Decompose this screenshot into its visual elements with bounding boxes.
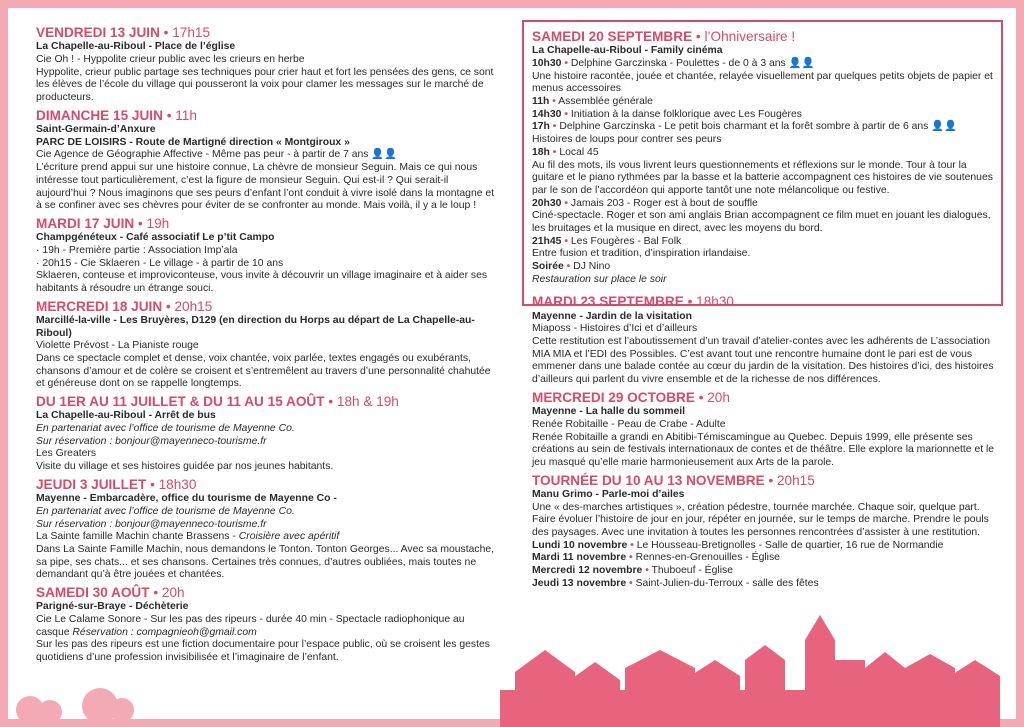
houses (500, 615, 1000, 727)
event-desc: Une histoire racontée, jouée et chantée, relayée visuellement par quelques petits objets de papier et menus accessoires (532, 70, 993, 95)
people-icon: 👤👤 (931, 121, 958, 133)
event-desc: Dans La Sainte Famille Machin, nous demandons le Tonton. Tonton Georges... Avec sa moustache, sa pipe, ses chats... et ses chansons. Certaines très connues, d’autres oubliées, mais toutes ne demandant qu’à être jouées et chantées. (36, 543, 495, 581)
people-icon: 👤👤 (788, 58, 815, 69)
event-title: Cie Le Calame Sonore - Sur les pas des ripeurs - durée 40 min - Spectacle radiophonique au casque Réservation : compagnieoh@gmail.com (36, 613, 465, 638)
event-desc: Renée Robitaille a grandi en Abitibi-Témiscamingue au Quebec. Depuis 1999, elle présente ses créations au sein de festivals internationaux de contes et de théâtre. Elle explore la marionnette et le jeu masqué qu’elle marie harmonieusement aux Arts de la parole. (532, 431, 995, 468)
event-desc: Hyppolite, crieur public partage ses techniques pour crier haut et fort les pensées des gens, ce sont les élèves de l’école du village qui pousseront la voix pour clamer les messages sur le marché de producteurs. (36, 66, 494, 104)
event-desc: Histoires de loups pour contrer ses peurs (532, 134, 722, 146)
event-desc: Une « des-marches artistiques », création pédestre, tournée marchée. Chaque soir, quelque part. Faire évoluer l’histoire de jour en jour, répéter en journée, sur le temps de marche. Prendre le pouls des paysages. Avec une invitation à toutes les personnes rencontrées d’assister à une restitution. (532, 501, 989, 538)
event-place: La Chapelle-au-Riboul - Family cinéma (532, 45, 723, 57)
event-desc: Ciné-spectacle. Roger et son ami anglais Brian accompagnent ce film muet en jouant les dialogues, les bruitages et la musique en direct, avec les moyens du bord. (532, 210, 991, 234)
tour-stop: Jeudi 13 novembre • Saint-Julien-du-Terroux - salle des fêtes (532, 577, 819, 589)
event-place: Mayenne - La halle du sommeil (532, 406, 686, 418)
event-place: Mayenne - Jardin de la visitation (532, 310, 692, 322)
event-title: Les Greaters (36, 448, 97, 460)
event-desc: Sklaeren, conteuse et improviconteuse, vous invite à découvrir un village imaginaire et à aider ses habitants à résoudre un étrange souci. (36, 270, 488, 294)
event-date: SAMEDI 20 SEPTEMBRE • l’Ohniversaire ! (532, 29, 796, 44)
event-desc: Visite du village et ses histoires guidée par nos jeunes habitants. (36, 461, 334, 473)
tour-stop: Mercredi 12 novembre • Thuboeuf - Église (532, 565, 733, 576)
event-date: MARDI 17 JUIN • 19h (36, 215, 170, 231)
event-desc: Entre fusion et tradition, d’inspiration irlandaise. (532, 248, 751, 260)
event-line: · 19h - Première partie : Association Imp’ala (36, 244, 238, 256)
event-desc: Dans ce spectacle complet et dense, voix chantée, voix parlée, textes engagés ou exubérants, chansons d’amour et de colère se croisent et s’entremêlent au travers d’une personnalité chahutée et généreuse dont on se rappelle longtemps. (36, 353, 491, 390)
event-desc: Sur les pas des ripeurs est une fiction documentaire pour l’espace public, où se croisent les gestes quotidiens d’une profession invisibilisée et l’imaginaire de l’enfant. (36, 639, 490, 663)
event-item: 18h • Local 45 (532, 146, 599, 158)
event-title: Renée Robitaille - Peau de Crabe - Adulte (532, 418, 726, 430)
event-item: 17h • Delphine Garczinska - Le petit bois charmant et la forêt sombre à partir de 6 ans 👤👤 (532, 121, 958, 133)
event-resa: Sur réservation : bonjour@mayenneco-tourisme.fr (36, 435, 267, 447)
event-resa: Sur réservation : bonjour@mayenneco-tourisme.fr (36, 518, 267, 530)
people-icon: 👤👤 (371, 149, 398, 161)
event-date: DIMANCHE 15 JUIN • 11h (36, 107, 197, 123)
event-date: TOURNÉE DU 10 AU 13 NOVEMBRE • 20h15 (532, 472, 815, 488)
event-place: Parigné-sur-Braye - Déchèterie (36, 601, 189, 613)
event-place: La Chapelle-au-Riboul - Arrêt de bus (36, 410, 216, 422)
event-line: · 20h15 - Cie Sklaeren - Le village - à partir de 10 ans (36, 257, 284, 269)
event-item: 21h45 • Les Fougères - Bal Folk (532, 235, 682, 247)
event-desc: L’écriture prend appui sur une histoire connue, La chèvre de monsieur Seguin. Mais ce qui nous intéresse tout particulièrement, c’est la figure de monsieur Seguin. Qui est-il ? Qui serait-il aujourd’hui ? Nous imaginons que ses peurs d’enfant l’ont conduit à vivre isolé dans la montagne et à se confiner avec ses chèvres pour éviter de se confronter au monde. Mais voilà, il y a le loup ! (36, 162, 495, 212)
event-date: MERCREDI 18 JUIN • 20h15 (36, 298, 213, 314)
event-item: Soirée • DJ Nino (532, 261, 611, 272)
event-desc: Cette restitution est l’aboutissement d’un travail d’atelier-contes avec les adhérents de L’association MIA MIA et l’EDI des Possibles. C’est avant tout une rencontre humaine dont le pari est de vous emmener dans une balade contée au cœur du jardin de la visitation. Des histoires d’ici, des histoires d’ailleurs qui parlent du vivre ensemble et de la richesse de nos différences. (532, 336, 994, 386)
event-title: Manu Grimo - Parle-moi d’ailes (532, 488, 685, 500)
tour-stop: Lundi 10 novembre • Le Housseau-Bretignolles - Salle de quartier, 16 rue de Normandie (532, 539, 944, 551)
event-item: 11h • Assemblée générale (532, 96, 653, 108)
event-date: DU 1ER AU 11 JUILLET & DU 11 AU 15 AOÛT • 18h & 19h (36, 394, 399, 410)
event-place: Mayenne - Embarcadère, office du tourisme de Mayenne Co - (36, 493, 337, 505)
tour-stop: Mardi 11 novembre • Rennes-en-Grenouilles - Église (532, 552, 780, 564)
event-place: Champgénéteux - Café associatif Le p’tit Campo (36, 232, 275, 244)
event-title: Cie Agence de Géographie Affective - Même pas peur - à partir de 7 ans 👤👤 (36, 149, 398, 161)
event-date: MARDI 23 SEPTEMBRE • 18h30 (532, 294, 734, 310)
event-place: La Chapelle-au-Riboul - Place de l’église (36, 41, 236, 53)
event-title: Cie Oh ! - Hyppolite crieur public avec les crieurs en herbe (36, 54, 305, 65)
event-desc: Au fil des mots, ils vous livrent leurs questionnements et réflexions sur le monde. Tour à tour la guitare et le piano rythmées par la basse et la batterie accompagnent ces histoires de vie soutenues par le son de l’accordéon qui apporte tantôt une note mélancolique ou festive. (532, 159, 993, 196)
event-title: Violette Prévost - La Pianiste rouge (36, 340, 199, 352)
event-item: 20h30 • Jamais 203 - Roger est à bout de souffle (532, 197, 758, 209)
event-partner: En partenariat avec l’office de tourisme de Mayenne Co. (36, 505, 295, 517)
restauration-note: Restauration sur place le soir (532, 273, 667, 285)
event-date: MERCREDI 29 OCTOBRE • 20h (532, 389, 730, 405)
event-partner: En partenariat avec l’office de tourisme de Mayenne Co. (36, 423, 295, 435)
event-date: SAMEDI 30 AOÛT • 20h (36, 584, 185, 600)
event-date: VENDREDI 13 JUIN • 17h15 (36, 25, 211, 40)
event-item: 14h30 • Initiation à la danse folklorique avec Les Fougères (532, 108, 802, 120)
event-item: 10h30 • Delphine Garczinska - Poulettes - de 0 à 3 ans 👤👤 (532, 58, 815, 69)
event-title: Miaposs - Histoires d’Ici et d’ailleurs (532, 323, 698, 335)
event-place: PARC DE LOISIRS - Route de Martigné direction « Montgiroux » (36, 136, 350, 148)
event-place: Marcillé-la-ville - Les Bruyères, D129 (en direction du Horps au départ de La Chapelle-au-Riboul) (36, 314, 475, 339)
event-title: La Sainte famille Machin chante Brassens - Croisière avec apéritif (36, 531, 340, 543)
event-date: JEUDI 3 JUILLET • 18h30 (36, 476, 197, 492)
left-trees (16, 688, 134, 724)
event-place: Saint-Germain-d’Anxure (36, 124, 156, 136)
